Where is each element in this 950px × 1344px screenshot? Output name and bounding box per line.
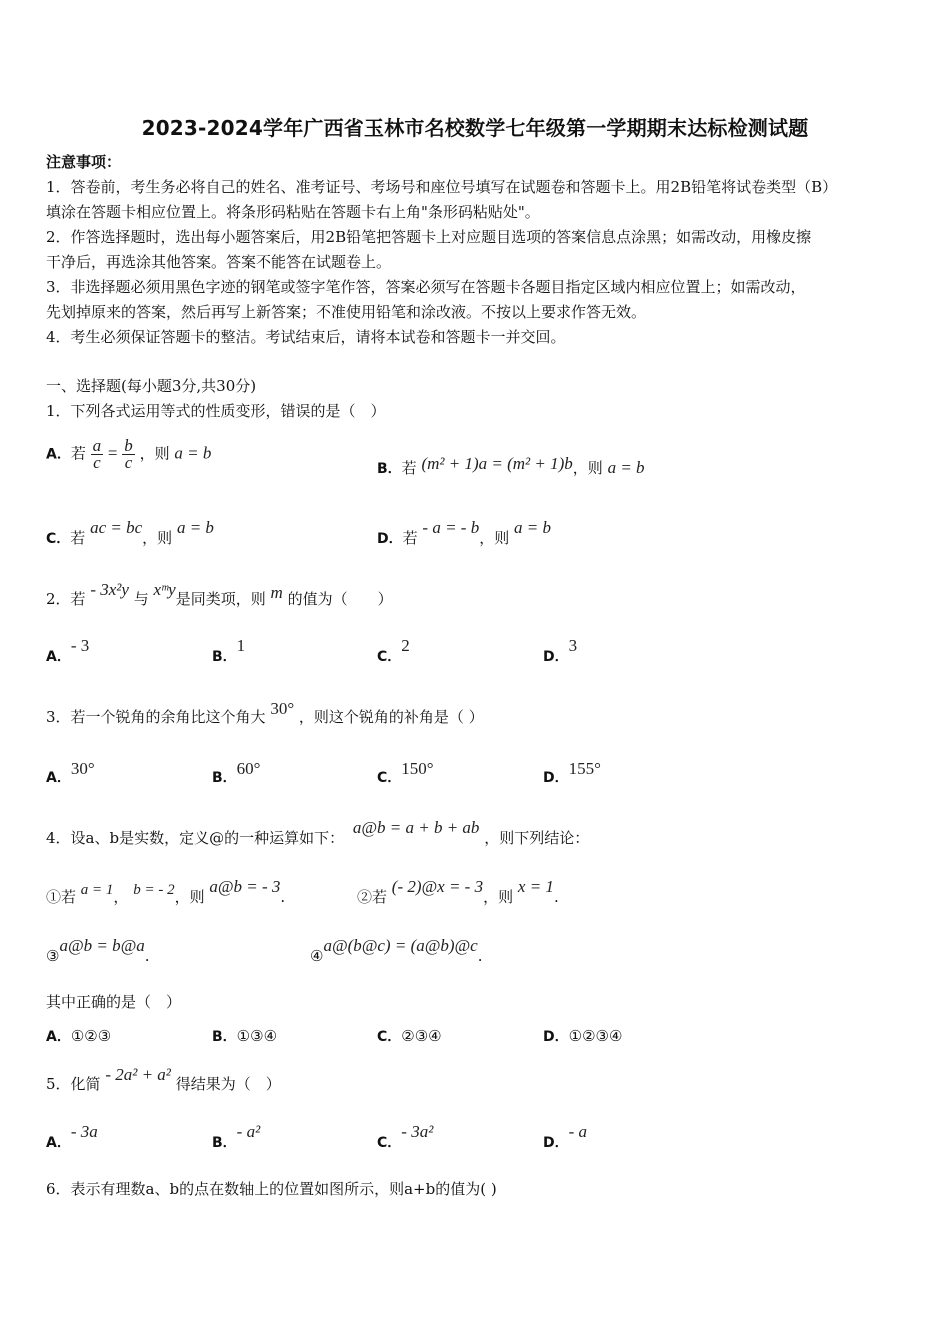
option-value: - 3: [70, 636, 90, 655]
option-label: D．: [543, 1135, 569, 1151]
math-expression: a = 1: [80, 882, 114, 898]
option-value: - 3a: [70, 1122, 98, 1141]
stem-text: 的值为（ ）: [287, 590, 393, 608]
notice-line-4: 干净后，再选涂其他答案。答案不能答在试题卷上。: [46, 253, 392, 271]
stem-text: ，则: [483, 888, 514, 906]
math-expression: a = b: [174, 443, 212, 463]
question-3-stem: [46, 699, 484, 727]
math-expression: (m² + 1)a = (m² + 1)b: [421, 454, 573, 473]
option-label: C．: [377, 649, 402, 665]
q5-option-d: [543, 1122, 588, 1152]
question-1-stem: 1．下列各式运用等式的性质变形，错误的是（ ）: [46, 402, 386, 420]
option-text: ，则: [479, 529, 510, 547]
q5-option-c: [377, 1122, 434, 1152]
question-2-stem: [46, 580, 393, 609]
stem-text: ④: [310, 947, 324, 965]
option-label: A．: [46, 770, 71, 786]
question-4-stem: [46, 818, 590, 848]
q1-option-b: [377, 454, 645, 478]
math-expression: - 2a² + a²: [105, 1065, 171, 1084]
math-expression: xᵐy: [153, 580, 176, 599]
option-label: B．: [212, 770, 237, 786]
option-value: 1: [236, 636, 246, 655]
stem-text: 4．设a、b是实数，定义@的一种运算如下：: [46, 829, 345, 847]
stem-text: ，则: [174, 888, 205, 906]
stem-text: .: [477, 947, 483, 965]
option-label: A．: [46, 446, 71, 463]
option-value: ②③④: [401, 1027, 442, 1045]
option-label: D．: [543, 649, 569, 665]
q2-option-d: [543, 636, 578, 666]
q4-option-a: [46, 1026, 111, 1046]
option-label: B．: [212, 1135, 237, 1151]
q3-option-a: [46, 759, 95, 787]
option-text: 若: [401, 459, 417, 477]
math-expression: a@b = b@a: [59, 936, 145, 955]
stem-text: 是同类项，则: [175, 590, 266, 608]
stem-text: 2．若: [46, 590, 86, 608]
q4-option-d: [543, 1026, 622, 1046]
option-label: D．: [543, 770, 569, 786]
math-expression: b = - 2: [133, 882, 175, 898]
math-expression: - a = - b: [422, 518, 480, 537]
q1-option-c: [46, 518, 214, 548]
q3-option-b: [212, 759, 261, 787]
option-text: ，则: [142, 529, 173, 547]
option-value: - a: [568, 1122, 588, 1141]
q3-option-d: [543, 759, 601, 787]
stem-text: ，: [113, 888, 129, 906]
math-expression: 30°: [270, 699, 295, 718]
math-expression: a@b = a + b + ab: [352, 818, 480, 837]
notice-line-1: 1．答卷前，考生务必将自己的姓名、准考证号、考场号和座位号填写在试题卷和答题卡上。用2B铅笔将试卷类型（B）: [46, 178, 838, 196]
option-value: 3: [568, 636, 578, 655]
q5-option-b: [212, 1122, 261, 1152]
question-6-stem: 6．表示有理数a、b的点在数轴上的位置如图所示，则a+b的值为( ): [46, 1180, 497, 1198]
stem-text: ，则这个锐角的补角是（ ）: [298, 708, 484, 726]
option-value: 30°: [70, 759, 95, 778]
fraction: $\frac{a}{c}$: [92, 436, 102, 472]
option-value: 60°: [236, 759, 261, 778]
option-value: ①③④: [236, 1027, 278, 1045]
q4-option-c: [377, 1026, 442, 1046]
q4-statement-2: [357, 877, 559, 907]
math-expression: x = 1: [517, 877, 554, 896]
q5-option-a: [46, 1122, 98, 1152]
option-label: D．: [543, 1029, 569, 1045]
question-4-ask: 其中正确的是（ ）: [46, 993, 182, 1011]
q4-statement-1: [46, 877, 286, 907]
equals-sign: =: [107, 443, 118, 463]
stem-text: .: [280, 888, 286, 906]
section-heading: 一、选择题(每小题3分,共30分): [46, 377, 257, 395]
stem-text: 5．化简: [46, 1075, 101, 1093]
option-label: C．: [377, 1135, 402, 1151]
fraction: $\frac{b}{c}$: [124, 436, 133, 472]
question-5-stem: [46, 1065, 281, 1094]
math-expression: ac = bc: [90, 518, 143, 537]
option-label: A．: [46, 649, 71, 665]
option-label: D．: [377, 531, 403, 547]
option-label: C．: [377, 770, 402, 786]
option-value: ①②③: [70, 1027, 112, 1045]
stem-text: .: [144, 947, 150, 965]
stem-text: ，则下列结论：: [484, 829, 590, 847]
option-value: 150°: [401, 759, 434, 778]
notice-heading: 注意事项：: [46, 153, 122, 171]
stem-text: ②若: [357, 888, 388, 906]
option-text: 若: [70, 444, 86, 463]
notice-line-3: 2．作答选择题时，选出每小题答案后，用2B铅笔把答题卡上对应题目选项的答案信息点涂黑；如需改动，用橡皮擦: [46, 228, 812, 246]
option-label: B．: [377, 461, 402, 477]
stem-text: ①若: [46, 888, 77, 906]
option-label: A．: [46, 1029, 71, 1045]
math-expression: - 3x²y: [90, 580, 129, 599]
q3-option-c: [377, 759, 434, 787]
q2-option-c: [377, 636, 410, 666]
stem-text: 与: [133, 590, 149, 608]
option-value: ①②③④: [568, 1027, 623, 1045]
math-expression: a = b: [514, 518, 551, 537]
math-variable: m: [270, 583, 283, 602]
option-label: A．: [46, 1135, 71, 1151]
math-expression: a = b: [176, 518, 214, 537]
option-text: 若: [70, 529, 86, 547]
option-text: 若: [402, 529, 418, 547]
q2-option-a: [46, 636, 90, 666]
option-value: - 3a²: [401, 1122, 434, 1141]
option-label: C．: [46, 531, 71, 547]
option-label: B．: [212, 1029, 237, 1045]
q1-option-d: [377, 518, 551, 548]
q2-option-b: [212, 636, 246, 666]
option-label: C．: [377, 1029, 402, 1045]
option-value: 2: [401, 636, 410, 655]
option-label: B．: [212, 649, 237, 665]
q4-statement-4: [310, 936, 483, 966]
notice-line-5: 3．非选择题必须用黑色字迹的钢笔或签字笔作答，答案必须写在答题卡各题目指定区域内相应位置上；如需改动，: [46, 278, 806, 296]
math-expression: a@(b@c) = (a@b)@c: [323, 936, 478, 955]
math-expression: a = b: [607, 458, 645, 477]
stem-text: .: [553, 888, 559, 906]
stem-text: ③: [46, 947, 60, 965]
q1-option-a: [46, 438, 211, 471]
q4-statement-3: [46, 936, 150, 966]
stem-text: 得结果为（ ）: [175, 1075, 281, 1093]
notice-line-7: 4．考生必须保证答题卡的整洁。考试结束后，请将本试卷和答题卡一并交回。: [46, 328, 566, 346]
q4-option-b: [212, 1026, 277, 1046]
stem-text: 3．若一个锐角的余角比这个角大: [46, 708, 266, 726]
option-text: ，则: [572, 459, 603, 477]
math-expression: a@b = - 3: [209, 877, 281, 896]
option-value: 155°: [568, 759, 601, 778]
option-text: ，则: [139, 444, 170, 463]
option-value: - a²: [236, 1122, 261, 1141]
notice-line-2: 填涂在答题卡相应位置上。将条形码粘贴在答题卡右上角"条形码粘贴处"。: [46, 203, 540, 221]
math-expression: (- 2)@x = - 3: [391, 877, 484, 896]
notice-line-6: 先划掉原来的答案，然后再写上新答案；不准使用铅笔和涂改液。不按以上要求作答无效。: [46, 303, 647, 321]
page-title: 2023-2024学年广西省玉林市名校数学七年级第一学期期末达标检测试题: [141, 116, 809, 140]
